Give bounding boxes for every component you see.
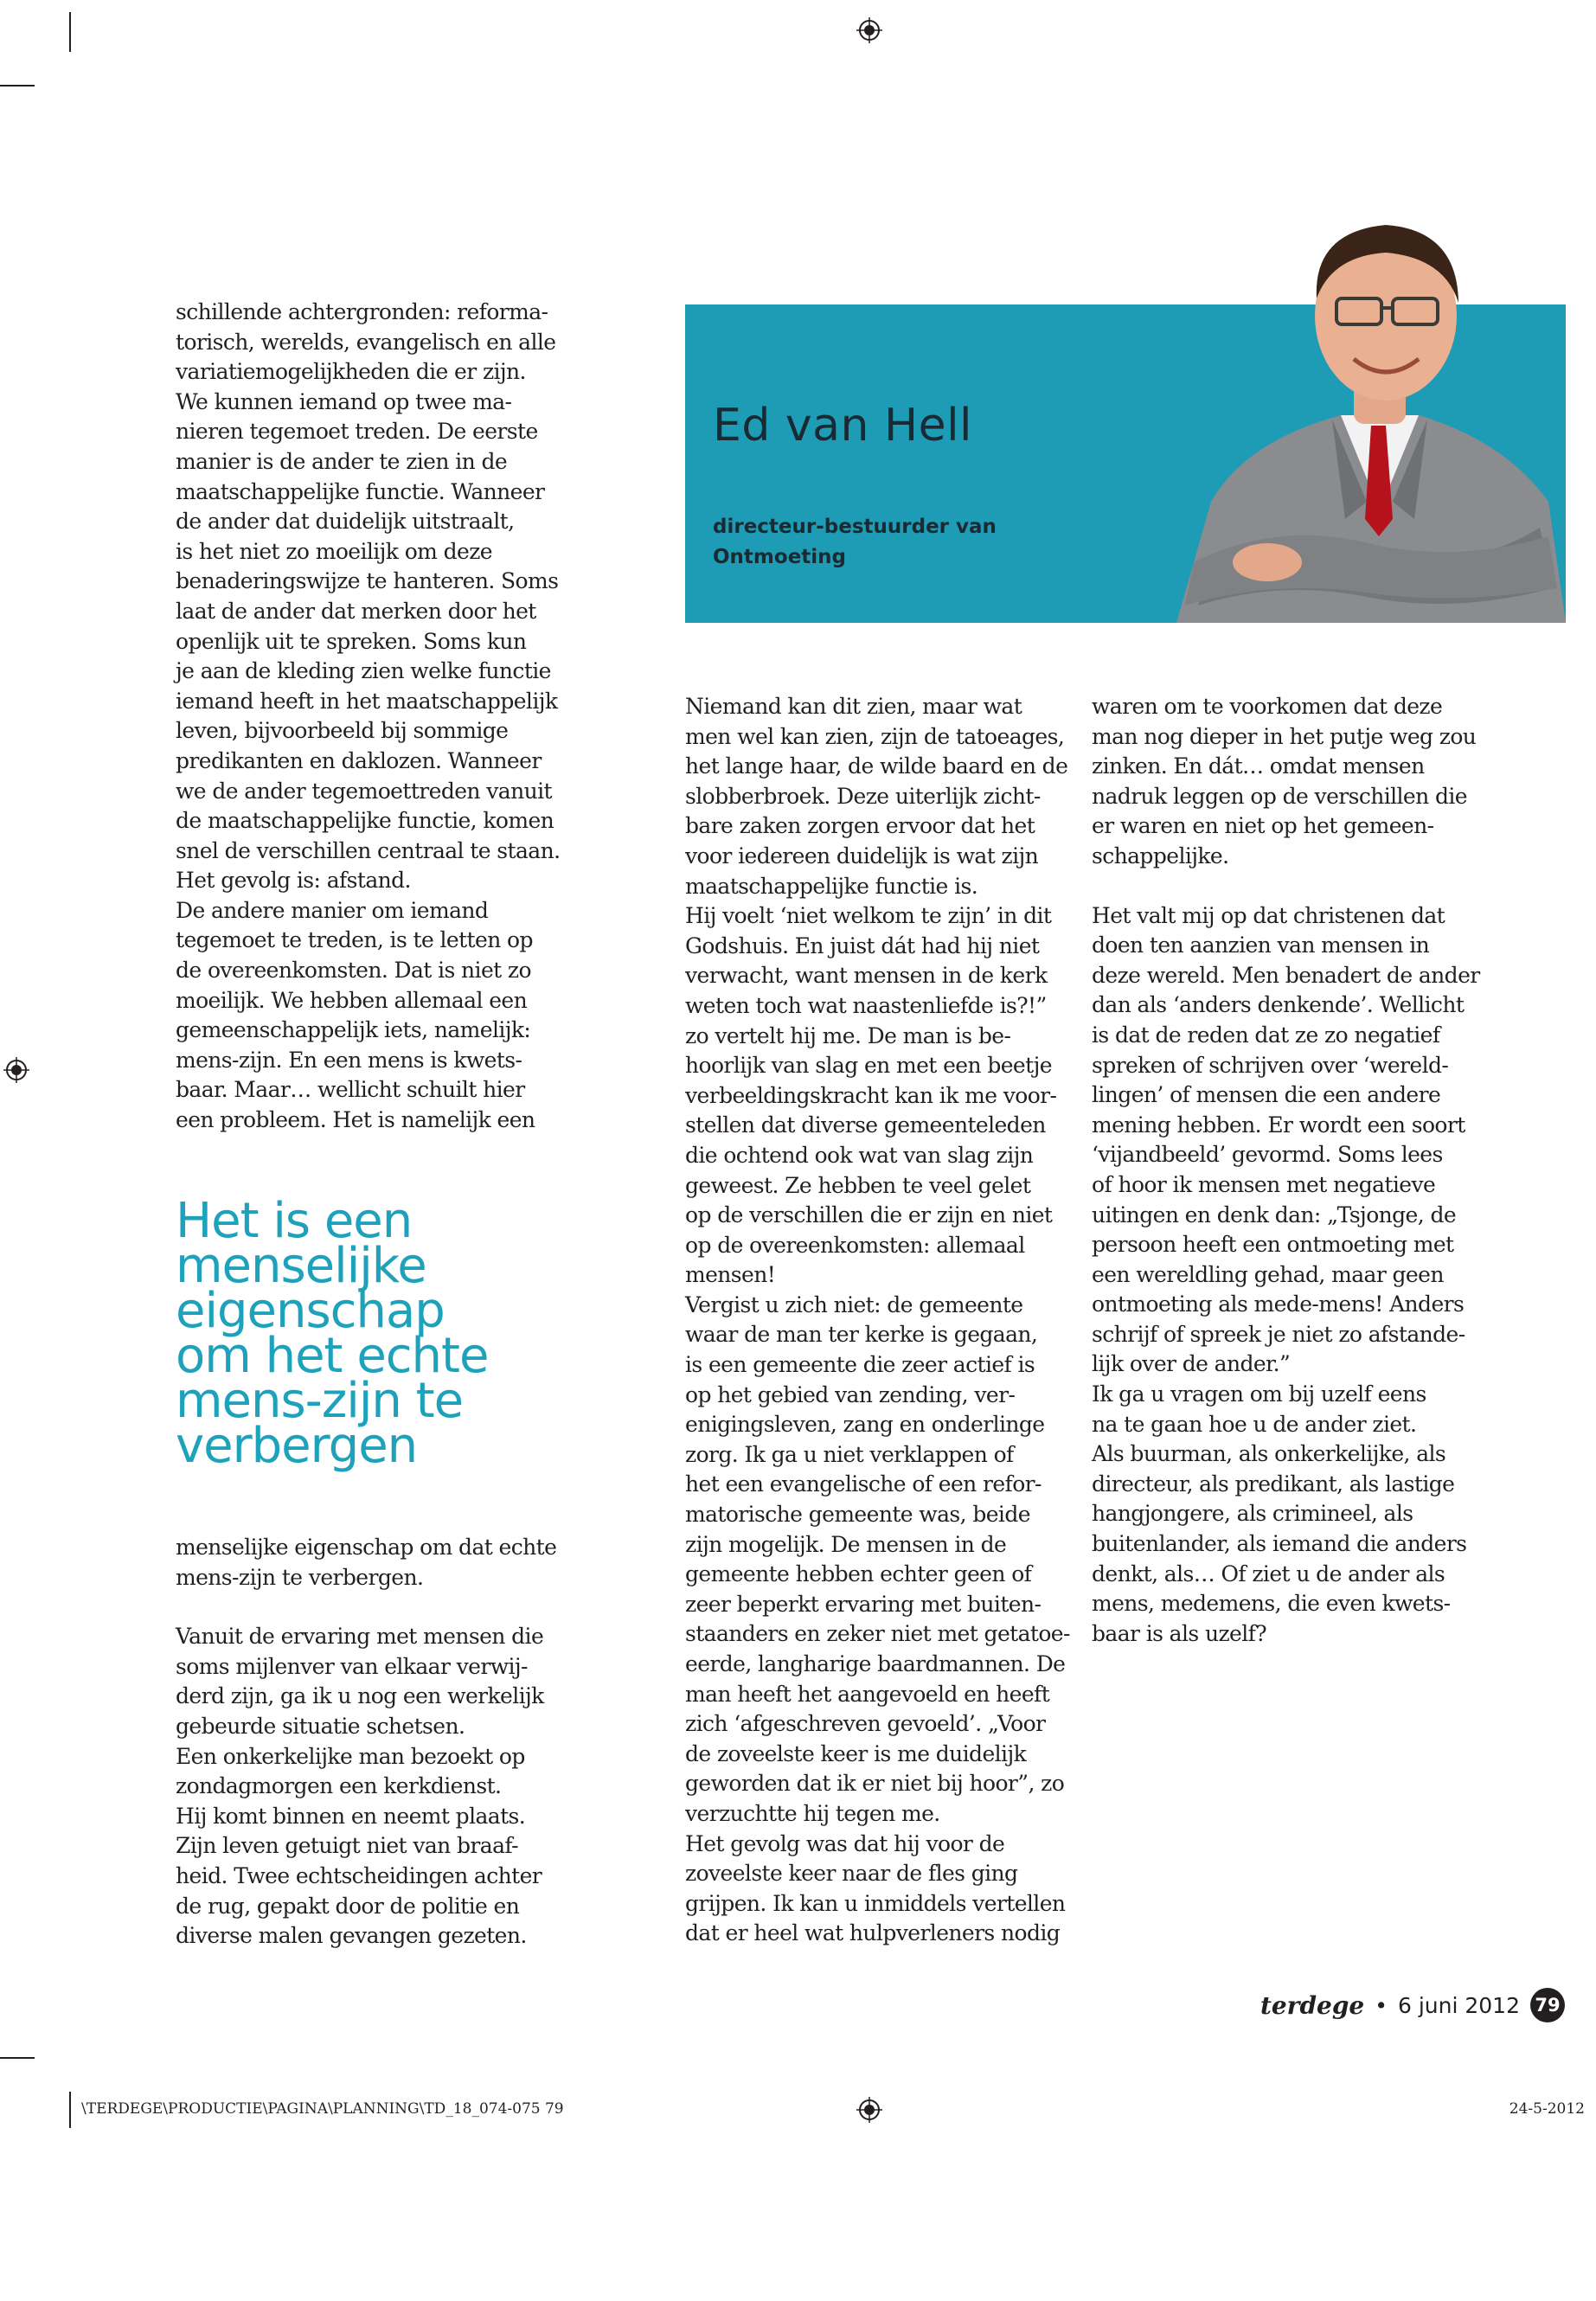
- pull-quote-line: mens-zijn te: [176, 1373, 464, 1429]
- text-line: heid. Twee echtscheidingen achter: [176, 1862, 542, 1888]
- text-line: soms mijlenver van elkaar verwij-: [176, 1653, 528, 1679]
- text-line: manier is de ander te zien in de: [176, 448, 508, 474]
- text-line: men wel kan zien, zijn de tatoeages,: [685, 723, 1065, 749]
- text-line: laat de ander dat merken door het: [176, 598, 536, 624]
- text-line: Het valt mij op dat christenen dat: [1092, 902, 1445, 928]
- author-portrait: [1159, 156, 1566, 623]
- footer-bullet: •: [1375, 1992, 1388, 2018]
- text-line: op de overeenkomsten: allemaal: [685, 1232, 1025, 1258]
- text-line: maatschappelijke functie. Wanneer: [176, 478, 545, 504]
- text-line: die ochtend ook wat van slag zijn: [685, 1142, 1034, 1168]
- text-line: We kunnen iemand op twee ma-: [176, 388, 512, 414]
- text-line: ontmoeting als mede-mens! Anders: [1092, 1292, 1465, 1317]
- text-line: baar. Maar… wellicht schuilt hier: [176, 1077, 525, 1103]
- text-line: tegemoet te treden, is te letten op: [176, 927, 533, 953]
- text-line: gemeente hebben echter geen of: [685, 1561, 1032, 1587]
- column-3: [1092, 692, 1480, 1649]
- text-line: predikanten en daklozen. Wanneer: [176, 747, 542, 773]
- text-line: zondagmorgen een kerkdienst.: [176, 1773, 502, 1799]
- text-line: je aan de kleding zien welke functie: [176, 658, 551, 684]
- text-line: zorg. Ik ga u niet verklappen of: [685, 1441, 1014, 1467]
- text-line: is dat de reden dat ze zo negatief: [1092, 1022, 1440, 1048]
- text-line: mening hebben. Er wordt een soort: [1092, 1112, 1465, 1138]
- text-line: staanders en zeker niet met getatoe-: [685, 1621, 1070, 1647]
- text-line: de rug, gepakt door de politie en: [176, 1893, 520, 1919]
- pull-quote-line: eigenschap: [176, 1283, 445, 1339]
- text-line: we de ander tegemoettreden vanuit: [176, 778, 552, 804]
- author-role-line: directeur-bestuurder van: [713, 516, 997, 538]
- text-line: Hij komt binnen en neemt plaats.: [176, 1803, 526, 1829]
- text-line: verwacht, want mensen in de kerk: [685, 963, 1048, 989]
- text-line: een probleem. Het is namelijk een: [176, 1107, 535, 1133]
- pull-quote-line: om het echte: [176, 1328, 489, 1384]
- author-role: [713, 512, 1076, 573]
- text-line: man nog dieper in het putje weg zou: [1092, 723, 1477, 749]
- column-1-bottom: [176, 1533, 556, 1952]
- pull-quote: [176, 1193, 556, 1474]
- text-line: mens-zijn te verbergen.: [176, 1564, 424, 1590]
- text-line: Zijn leven getuigt niet van braaf-: [176, 1833, 518, 1859]
- text-line: Als buurman, als onkerkelijke, als: [1092, 1441, 1446, 1467]
- text-line: ‘vijandbeeld’ gevormd. Soms lees: [1092, 1142, 1443, 1168]
- column-2: [685, 692, 1070, 1949]
- crop-mark: [69, 12, 71, 52]
- text-line: Vergist u zich niet: de gemeente: [685, 1292, 1023, 1317]
- magazine-logo: terdege: [1259, 1990, 1365, 2020]
- text-line: lingen’ of mensen die een andere: [1092, 1082, 1441, 1108]
- text-line: schrijf of spreek je niet zo afstande-: [1092, 1321, 1465, 1347]
- issue-date: 6 juni 2012: [1397, 1992, 1520, 2018]
- text-line: er waren en niet op het gemeen-: [1092, 813, 1434, 839]
- text-line: moeilijk. We hebben allemaal een: [176, 987, 528, 1013]
- text-line: maatschappelijke functie is.: [685, 873, 978, 899]
- text-line: De andere manier om iemand: [176, 897, 489, 923]
- text-line: diverse malen gevangen gezeten.: [176, 1923, 527, 1949]
- crop-mark: [0, 2057, 35, 2059]
- author-role-line: Ontmoeting: [713, 546, 847, 568]
- registration-mark-icon: [3, 1057, 29, 1083]
- text-line: zo vertelt hij me. De man is be-: [685, 1022, 1011, 1048]
- text-line: uitingen en denk dan: „Tsjonge, de: [1092, 1202, 1457, 1227]
- pull-quote-line: menselijke: [176, 1238, 426, 1294]
- text-line: man heeft het aangevoeld en heeft: [685, 1681, 1050, 1707]
- text-line: de ander dat duidelijk uitstraalt,: [176, 509, 515, 535]
- text-line: hoorlijk van slag en met een beetje: [685, 1053, 1052, 1079]
- text-line: Het gevolg was dat hij voor de: [685, 1830, 1005, 1856]
- text-line: verzuchtte hij tegen me.: [685, 1800, 940, 1826]
- text-line: na te gaan hoe u de ander ziet.: [1092, 1411, 1417, 1437]
- text-line: benaderingswijze te hanteren. Soms: [176, 568, 559, 594]
- text-line: Niemand kan dit zien, maar wat: [685, 694, 1022, 719]
- text-line: zich ‘afgeschreven gevoeld’. „Voor: [685, 1711, 1046, 1737]
- text-line: is het niet zo moeilijk om deze: [176, 538, 492, 564]
- text-line: is een gemeente die zeer actief is: [685, 1352, 1035, 1378]
- text-line: mens-zijn. En een mens is kwets-: [176, 1047, 522, 1073]
- text-line: de overeenkomsten. Dat is niet zo: [176, 958, 531, 984]
- text-line: persoon heeft een ontmoeting met: [1092, 1232, 1454, 1258]
- text-line: Godshuis. En juist dát had hij niet: [685, 933, 1040, 958]
- text-line: verbeeldingskracht kan ik me voor-: [685, 1082, 1057, 1108]
- text-line: derd zijn, ga ik u nog een werkelijk: [176, 1683, 544, 1709]
- text-line: mensen!: [685, 1262, 776, 1288]
- text-line: het lange haar, de wilde baard en de: [685, 753, 1068, 779]
- text-line: geweest. Ze hebben te veel gelet: [685, 1172, 1031, 1198]
- text-line: Vanuit de ervaring met mensen die: [176, 1624, 544, 1650]
- page-footer: [1260, 1986, 1565, 2024]
- text-line: mens, medemens, die even kwets-: [1092, 1591, 1451, 1617]
- pull-quote-line: Het is een: [176, 1193, 413, 1249]
- text-line: denkt, als… Of ziet u de ander als: [1092, 1561, 1445, 1586]
- text-line: Hij voelt ‘niet welkom te zijn’ in dit: [685, 903, 1052, 929]
- text-line: doen ten aanzien van mensen in: [1092, 933, 1430, 958]
- page-number: 79: [1530, 1988, 1565, 2022]
- print-slug-path: \TERDEGE\PRODUCTIE\PAGINA\PLANNING\TD_18_074-075 79: [81, 2100, 564, 2118]
- text-line: menselijke eigenschap om dat echte: [176, 1535, 557, 1560]
- text-line: waar de man ter kerke is gegaan,: [685, 1322, 1038, 1348]
- text-line: gebeurde situatie schetsen.: [176, 1713, 465, 1739]
- text-line: nadruk leggen op de verschillen die: [1092, 783, 1467, 809]
- text-line: zoveelste keer naar de fles ging: [685, 1861, 1018, 1887]
- text-line: torisch, werelds, evangelisch en alle: [176, 329, 556, 355]
- text-line: zijn mogelijk. De mensen in de: [685, 1531, 1007, 1557]
- print-slug-date: 24-5-2012: [1509, 2100, 1585, 2118]
- text-line: de maatschappelijke functie, komen: [176, 808, 554, 834]
- text-line: eerde, langharige baardmannen. De: [685, 1651, 1066, 1676]
- text-line: zeer beperkt ervaring met buiten-: [685, 1591, 1042, 1617]
- text-line: dan als ‘anders denkende’. Wellicht: [1092, 992, 1465, 1018]
- text-line: variatiemogelijkheden die er zijn.: [176, 359, 526, 385]
- text-line: grijpen. Ik kan u inmiddels vertellen: [685, 1890, 1066, 1916]
- text-line: schappelijke.: [1092, 843, 1229, 868]
- text-line: op de verschillen die er zijn en niet: [685, 1202, 1053, 1228]
- text-line: nieren tegemoet treden. De eerste: [176, 419, 538, 445]
- text-line: leven, bijvoorbeeld bij sommige: [176, 718, 509, 744]
- text-line: openlijk uit te spreken. Soms kun: [176, 628, 527, 654]
- text-line: weten toch wat naastenliefde is?!”: [685, 992, 1047, 1018]
- text-line: lijk over de ander.”: [1092, 1351, 1291, 1377]
- text-line: of hoor ik mensen met negatieve: [1092, 1171, 1436, 1197]
- text-line: enigingsleven, zang en onderlinge: [685, 1412, 1045, 1438]
- text-line: bare zaken zorgen ervoor dat het: [685, 813, 1035, 839]
- text-line: snel de verschillen centraal te staan.: [176, 837, 561, 863]
- text-line: voor iedereen duidelijk is wat zijn: [685, 843, 1039, 868]
- text-line: directeur, als predikant, als lastige: [1092, 1471, 1455, 1497]
- text-line: gemeenschappelijk iets, namelijk:: [176, 1017, 531, 1043]
- crop-mark: [0, 85, 35, 87]
- text-line: de zoveelste keer is me duidelijk: [685, 1740, 1027, 1766]
- text-line: zinken. En dát… omdat mensen: [1092, 753, 1425, 779]
- text-line: stellen dat diverse gemeenteleden: [685, 1112, 1046, 1138]
- text-line: Een onkerkelijke man bezoekt op: [176, 1743, 525, 1769]
- text-line: Het gevolg is: afstand.: [176, 868, 411, 894]
- text-line: op het gebied van zending, ver-: [685, 1381, 1016, 1407]
- author-name: Ed van Hell: [713, 400, 973, 452]
- text-line: een wereldling gehad, maar geen: [1092, 1261, 1444, 1287]
- text-line: waren om te voorkomen dat deze: [1092, 694, 1443, 719]
- registration-mark-icon: [856, 17, 882, 43]
- text-line: het een evangelische of een refor-: [685, 1471, 1042, 1497]
- text-line: hangjongere, als crimineel, als: [1092, 1501, 1413, 1527]
- text-line: spreken of schrijven over ‘wereld-: [1092, 1052, 1449, 1078]
- text-line: deze wereld. Men benadert de ander: [1092, 962, 1480, 988]
- column-1-top: [176, 298, 560, 1136]
- text-line: iemand heeft in het maatschappelijk: [176, 688, 558, 714]
- crop-mark: [69, 2092, 71, 2128]
- text-line: baar is als uzelf?: [1092, 1620, 1267, 1646]
- text-line: slobberbroek. Deze uiterlijk zicht-: [685, 783, 1041, 809]
- text-line: dat er heel wat hulpverleners nodig: [685, 1920, 1061, 1946]
- text-line: matorische gemeente was, beide: [685, 1502, 1030, 1528]
- text-line: geworden dat ik er niet bij hoor”, zo: [685, 1771, 1065, 1797]
- text-line: Ik ga u vragen om bij uzelf eens: [1092, 1381, 1426, 1407]
- text-line: schillende achtergronden: reforma-: [176, 299, 548, 324]
- registration-mark-icon: [856, 2097, 882, 2123]
- text-line: buitenlander, als iemand die anders: [1092, 1531, 1467, 1557]
- pull-quote-line: verbergen: [176, 1418, 418, 1474]
